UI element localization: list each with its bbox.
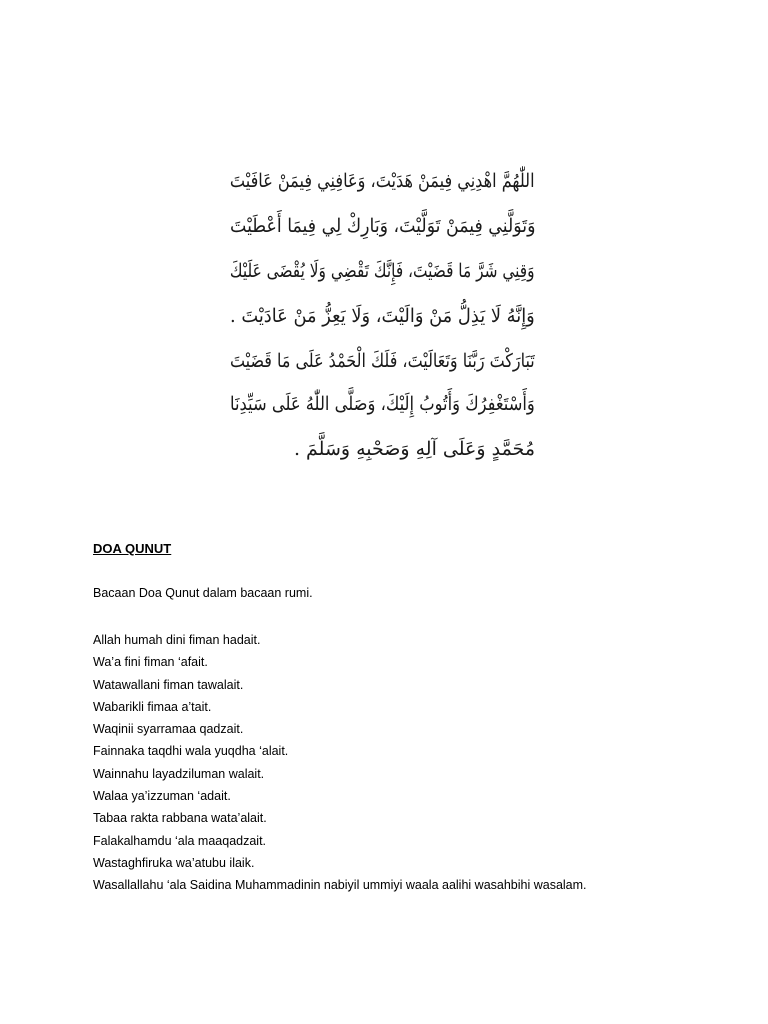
rumi-line: Wasallallahu ‘ala Saidina Muhammadinin nabiyil ummiyi waala aalihi wasahbihi wasalam. [93, 878, 587, 893]
section-subtitle: Bacaan Doa Qunut dalam bacaan rumi. [93, 586, 313, 600]
rumi-line: Wainnahu layadziluman walait. [93, 766, 265, 781]
arabic-line: وَأَسْتَغْفِرُكَ وَأَتُوبُ إِلَيْكَ، وَصَلَّى اللّٰهُ عَلَى سَيِّدِنَا [230, 393, 535, 415]
rumi-line: Wabarikli fimaa a’tait. [93, 699, 212, 714]
rumi-line: Watawallani fiman tawalait. [93, 677, 244, 692]
arabic-line: تَبَارَكْتَ رَبَّنَا وَتَعَالَيْتَ، فَلَكَ الْحَمْدُ عَلَى مَا قَضَيْتَ [230, 350, 535, 372]
rumi-line: Fainnaka taqdhi wala yuqdha ‘alait. [93, 744, 289, 759]
rumi-line: Tabaa rakta rabbana wata’alait. [93, 811, 267, 826]
rumi-line: Allah humah dini fiman hadait. [93, 633, 261, 647]
rumi-line: Wastaghfiruka wa’atubu ilaik. [93, 855, 255, 870]
rumi-transliteration [93, 629, 587, 897]
arabic-line: وَقِنِي شَرَّ مَا قَضَيْتَ، فَإِنَّكَ تَقْضِي وَلَا يُقْضَى عَلَيْكَ [230, 260, 535, 282]
arabic-line: وَإِنَّهُ لَا يَذِلُّ مَنْ وَالَيْتَ، وَلَا يَعِزُّ مَنْ عَادَيْتَ . [230, 305, 535, 327]
section-heading: DOA QUNUT [93, 541, 172, 556]
arabic-line: اللّٰهُمَّ اهْدِنِي فِيمَنْ هَدَيْتَ، وَعَافِنِي فِيمَنْ عَافَيْتَ [230, 170, 535, 192]
rumi-line: Falakalhamdu ‘ala maaqadzait. [93, 833, 267, 848]
rumi-line: Wa’a fini fiman ‘afait. [93, 655, 208, 670]
arabic-line: وَتَوَلَّنِي فِيمَنْ تَوَلَّيْتَ، وَبَارِكْ لِي فِيمَا أَعْطَيْتَ [229, 215, 535, 237]
arabic-line: مُحَمَّدٍ وَعَلَى آلِهِ وَصَحْبِهِ وَسَلَّمَ . [293, 438, 535, 460]
arabic-prayer-text [230, 160, 535, 470]
rumi-line: Walaa ya’izzuman ‘adait. [93, 789, 231, 804]
rumi-line: Waqinii syarramaa qadzait. [93, 722, 244, 737]
